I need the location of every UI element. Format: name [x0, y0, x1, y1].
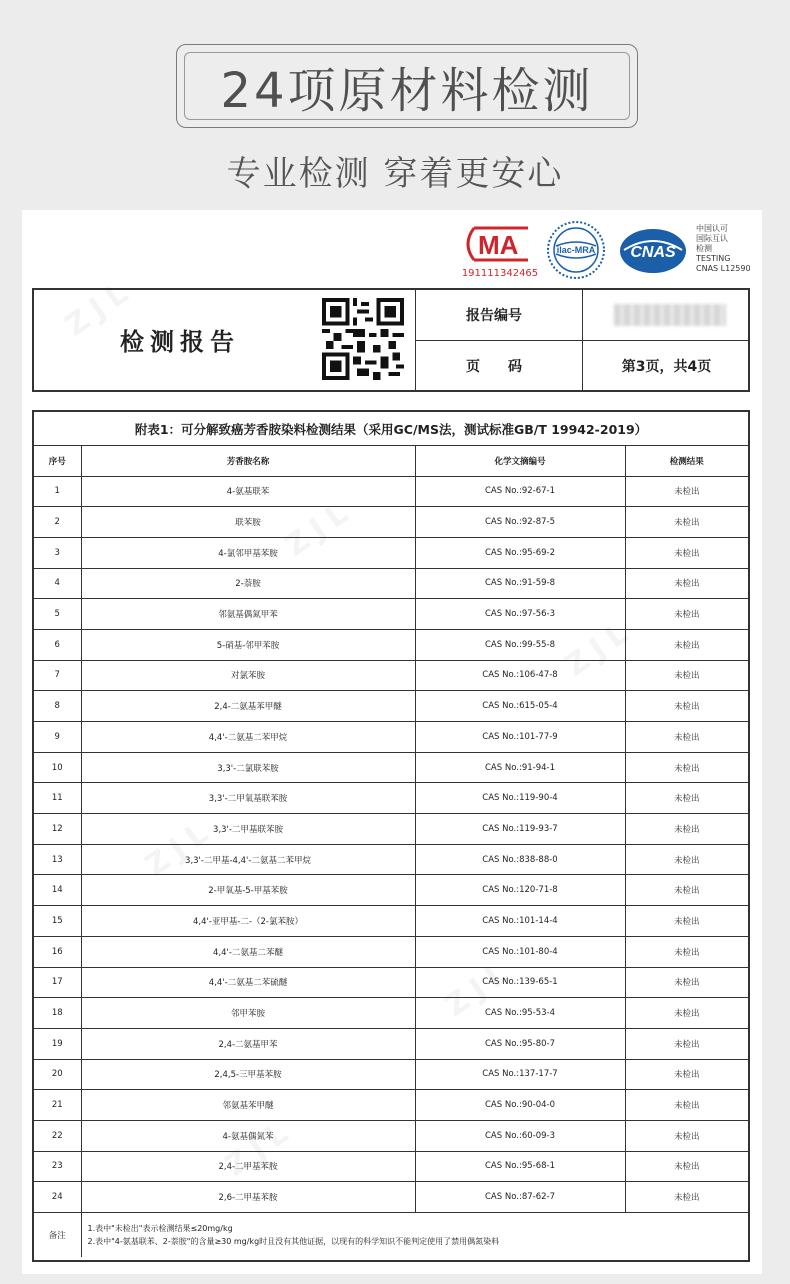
test-result: 未检出: [625, 998, 748, 1029]
page-value: 第3页，共4页: [621, 359, 712, 375]
cnas-caption-line: 检测: [696, 244, 712, 253]
ilac-mra-logo-icon: [546, 220, 606, 280]
page-label: 页 码: [466, 359, 522, 375]
test-result: 未检出: [625, 1059, 748, 1090]
row-number: 7: [34, 660, 81, 691]
cas-number: CAS No.:101-77-9: [415, 722, 625, 753]
table-row: [34, 1151, 748, 1182]
table-caption: 附表1：可分解致癌芳香胺染料检测结果（采用GC/MS法，测试标准GB/T 19942-2019）: [34, 412, 748, 446]
note-line: 1.表中"未检出"表示检测结果≤20mg/kg: [87, 1223, 233, 1233]
amine-name: 4,4'-二氨基二苯甲烷: [81, 722, 415, 753]
cas-number: CAS No.:119-90-4: [415, 783, 625, 814]
amine-name: 2-萘胺: [81, 568, 415, 599]
amine-name: 2-甲氧基-5-甲基苯胺: [81, 875, 415, 906]
table-row: [34, 967, 748, 998]
row-number: 1: [34, 476, 81, 507]
test-result: 未检出: [625, 507, 748, 538]
cas-number: CAS No.:101-80-4: [415, 936, 625, 967]
report-header-left: [34, 290, 416, 390]
amine-name: 联苯胺: [81, 507, 415, 538]
row-number: 12: [34, 814, 81, 845]
row-number: 4: [34, 568, 81, 599]
row-number: 5: [34, 599, 81, 630]
cas-number: CAS No.:139-65-1: [415, 967, 625, 998]
test-result: 未检出: [625, 1151, 748, 1182]
banner-title-box: [176, 44, 638, 128]
note-row: [34, 1213, 748, 1257]
amine-name: 3,3'-二甲氧基联苯胺: [81, 783, 415, 814]
test-result: 未检出: [625, 722, 748, 753]
cnas-logo-icon: [618, 226, 688, 276]
cnas-caption: [696, 224, 762, 274]
note-text: [81, 1213, 748, 1257]
cnas-caption-line: 国际互认: [696, 234, 728, 243]
report-header: [32, 288, 750, 392]
report-paper: [22, 210, 762, 1274]
amine-name: 邻氨基偶氮甲苯: [81, 599, 415, 630]
column-header: 芳香胺名称: [81, 446, 415, 476]
amine-name: 邻甲苯胺: [81, 998, 415, 1029]
row-number: 10: [34, 752, 81, 783]
amine-name: 4-氨基偶氮苯: [81, 1120, 415, 1151]
cas-number: CAS No.:101-14-4: [415, 906, 625, 937]
row-number: 8: [34, 691, 81, 722]
note-line: 2.表中"4-氨基联苯、2-萘胺"的含量≥30 mg/kg时且没有其他证据，以现有的科学知识不能判定使用了禁用偶氮染料: [87, 1236, 500, 1246]
amine-name: 2,4-二氨基甲苯: [81, 1028, 415, 1059]
row-number: 21: [34, 1090, 81, 1121]
table-row: [34, 660, 748, 691]
table-row: [34, 722, 748, 753]
banner-subtitle: 专业检测 穿着更安心: [226, 154, 564, 194]
column-header: 序号: [34, 446, 81, 476]
cas-number: CAS No.:91-94-1: [415, 752, 625, 783]
test-result: 未检出: [625, 814, 748, 845]
table-row: [34, 1059, 748, 1090]
column-header: 检测结果: [625, 446, 748, 476]
cas-number: CAS No.:87-62-7: [415, 1182, 625, 1213]
test-result: 未检出: [625, 599, 748, 630]
cnas-logo-text: CNAS: [630, 244, 676, 261]
row-number: 17: [34, 967, 81, 998]
cas-number: CAS No.:60-09-3: [415, 1120, 625, 1151]
row-number: 3: [34, 537, 81, 568]
table-row: [34, 844, 748, 875]
column-header: 化学文摘编号: [415, 446, 625, 476]
test-result: 未检出: [625, 906, 748, 937]
report-title: 检测报告: [120, 328, 240, 356]
table-row: [34, 936, 748, 967]
amine-name: 邻氨基苯甲醚: [81, 1090, 415, 1121]
amine-name: 2,6-二甲基苯胺: [81, 1182, 415, 1213]
table-row: [34, 1182, 748, 1213]
amine-name: 2,4-二甲基苯胺: [81, 1151, 415, 1182]
report-number-redacted: [614, 304, 726, 326]
qr-code-icon: [322, 298, 404, 380]
test-result: 未检出: [625, 967, 748, 998]
test-result: 未检出: [625, 1090, 748, 1121]
table-row: [34, 629, 748, 660]
cas-number: CAS No.:99-55-8: [415, 629, 625, 660]
cma-logo-icon: [460, 224, 534, 264]
test-result: 未检出: [625, 1182, 748, 1213]
table-row: [34, 752, 748, 783]
test-result: 未检出: [625, 691, 748, 722]
table-row: [34, 998, 748, 1029]
amine-name: 4,4'-亚甲基-二-（2-氯苯胺）: [81, 906, 415, 937]
test-result: 未检出: [625, 752, 748, 783]
table-row: [34, 476, 748, 507]
results-table: [32, 410, 750, 1262]
cma-number: 191111342465: [461, 268, 539, 279]
cas-number: CAS No.:120-71-8: [415, 875, 625, 906]
amine-name: 2,4,5-三甲基苯胺: [81, 1059, 415, 1090]
table-row: [34, 1028, 748, 1059]
row-number: 19: [34, 1028, 81, 1059]
note-label: 备注: [34, 1213, 81, 1257]
results-grid: [34, 446, 748, 1257]
row-number: 22: [34, 1120, 81, 1151]
table-row: [34, 906, 748, 937]
cas-number: CAS No.:95-69-2: [415, 537, 625, 568]
table-row: [34, 537, 748, 568]
table-header-row: [34, 446, 748, 476]
row-number: 16: [34, 936, 81, 967]
table-row: [34, 568, 748, 599]
amine-name: 对氯苯胺: [81, 660, 415, 691]
amine-name: 4-氯邻甲基苯胺: [81, 537, 415, 568]
test-result: 未检出: [625, 936, 748, 967]
test-result: 未检出: [625, 1120, 748, 1151]
test-result: 未检出: [625, 660, 748, 691]
cas-number: CAS No.:615-05-4: [415, 691, 625, 722]
amine-name: 4,4'-二氨基二苯醚: [81, 936, 415, 967]
row-number: 18: [34, 998, 81, 1029]
ilac-logo-text: ilac-MRA: [556, 245, 596, 255]
row-number: 6: [34, 629, 81, 660]
amine-name: 5-硝基-邻甲苯胺: [81, 629, 415, 660]
table-row: [34, 691, 748, 722]
cma-logo-text: MA: [478, 230, 519, 260]
cas-number: CAS No.:137-17-7: [415, 1059, 625, 1090]
test-result: 未检出: [625, 476, 748, 507]
row-number: 11: [34, 783, 81, 814]
test-result: 未检出: [625, 875, 748, 906]
cnas-caption-line: 中国认可: [696, 224, 728, 233]
amine-name: 4-氨基联苯: [81, 476, 415, 507]
table-row: [34, 507, 748, 538]
cas-number: CAS No.:95-68-1: [415, 1151, 625, 1182]
test-result: 未检出: [625, 844, 748, 875]
cas-number: CAS No.:92-87-5: [415, 507, 625, 538]
cas-number: CAS No.:95-80-7: [415, 1028, 625, 1059]
table-row: [34, 814, 748, 845]
cnas-caption-line: CNAS L12590: [696, 264, 751, 273]
test-result: 未检出: [625, 537, 748, 568]
table-row: [34, 875, 748, 906]
test-result: 未检出: [625, 629, 748, 660]
row-number: 23: [34, 1151, 81, 1182]
amine-name: 4,4'-二氨基二苯硫醚: [81, 967, 415, 998]
report-no-label: 报告编号: [466, 308, 522, 324]
cas-number: CAS No.:95-53-4: [415, 998, 625, 1029]
row-number: 9: [34, 722, 81, 753]
row-number: 20: [34, 1059, 81, 1090]
cas-number: CAS No.:90-04-0: [415, 1090, 625, 1121]
row-number: 15: [34, 906, 81, 937]
test-result: 未检出: [625, 783, 748, 814]
cas-number: CAS No.:97-56-3: [415, 599, 625, 630]
cas-number: CAS No.:838-88-0: [415, 844, 625, 875]
amine-name: 3,3'-二氯联苯胺: [81, 752, 415, 783]
row-number: 14: [34, 875, 81, 906]
row-number: 2: [34, 507, 81, 538]
amine-name: 3,3'-二甲基联苯胺: [81, 814, 415, 845]
table-row: [34, 599, 748, 630]
amine-name: 3,3'-二甲基-4,4'-二氨基二苯甲烷: [81, 844, 415, 875]
cas-number: CAS No.:106-47-8: [415, 660, 625, 691]
test-result: 未检出: [625, 1028, 748, 1059]
amine-name: 2,4-二氨基苯甲醚: [81, 691, 415, 722]
cas-number: CAS No.:91-59-8: [415, 568, 625, 599]
cas-number: CAS No.:92-67-1: [415, 476, 625, 507]
certification-logos: [460, 220, 760, 284]
cnas-caption-line: TESTING: [696, 254, 731, 263]
row-number: 13: [34, 844, 81, 875]
table-row: [34, 1120, 748, 1151]
row-number: 24: [34, 1182, 81, 1213]
cas-number: CAS No.:119-93-7: [415, 814, 625, 845]
table-row: [34, 1090, 748, 1121]
table-row: [34, 783, 748, 814]
banner-title: 24项原材料检测: [220, 62, 594, 119]
test-result: 未检出: [625, 568, 748, 599]
